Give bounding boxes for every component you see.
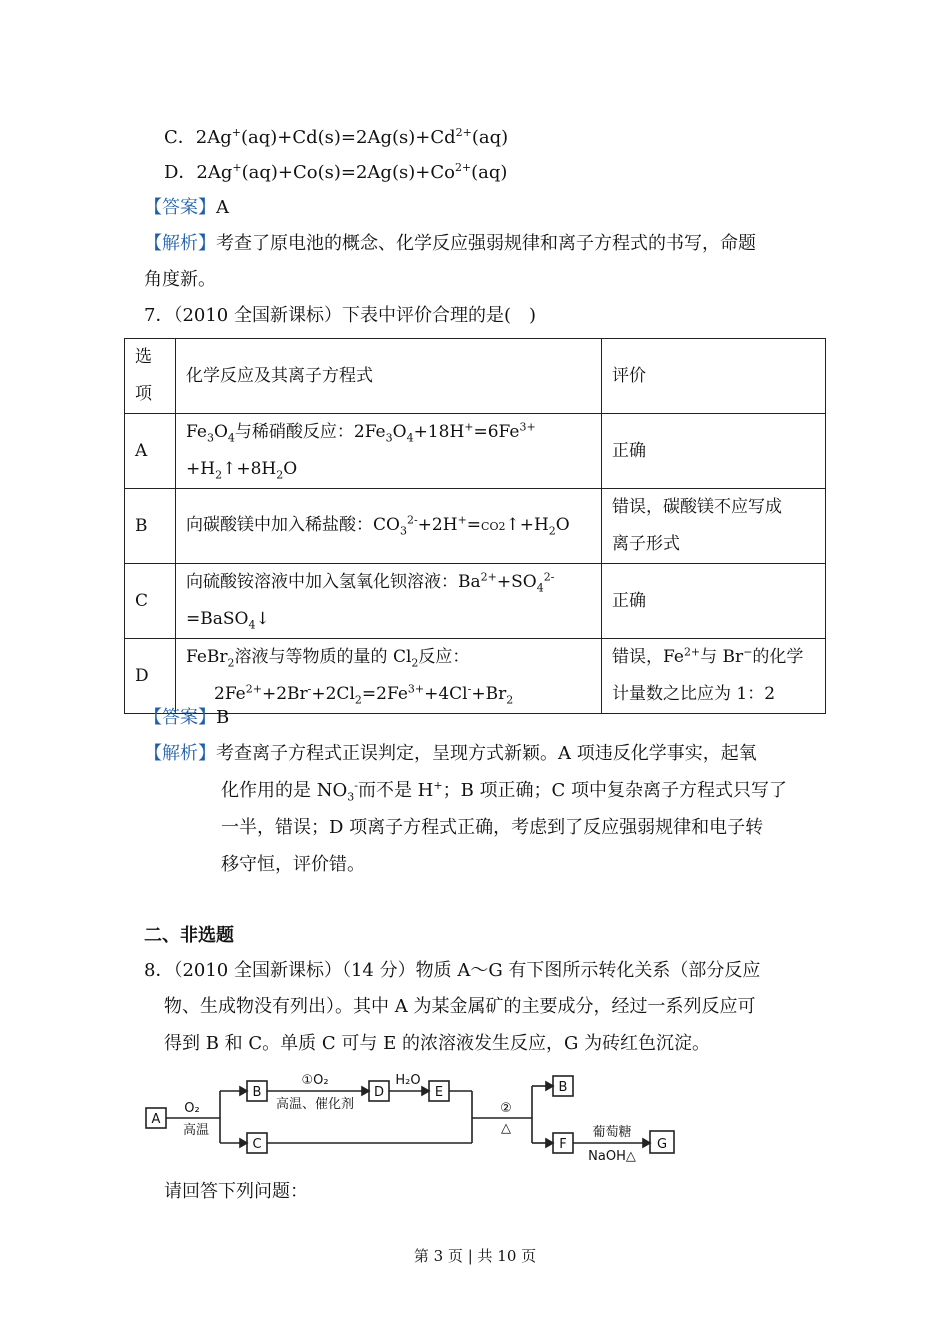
row-equation: 向硫酸铵溶液中加入氢氧化钡溶液：$Ba^{2+}+SO_4^{2-}$ =BaSO$_4$↓ [176,564,602,639]
label-catalyst: 高温、催化剂 [275,1097,355,1112]
option-d: D．$2Ag^+(aq)+Co(s)=2Ag(s)+Co^{2+}(aq)$ [164,161,508,183]
answer-6: 【答案】A [144,197,229,218]
row-evaluation: 正确 [602,414,826,489]
reaction-diagram [140,1068,680,1168]
explanation-6: 【解析】考查了原电池的概念、化学反应强弱规律和离子方程式的书写，命题 [144,233,756,254]
row-label: D [125,639,176,714]
label-naoh: NaOH△ [588,1149,636,1164]
explanation-7: 【解析】考查离子方程式正误判定，呈现方式新颖。A 项违反化学事实，起氧 [144,743,757,764]
table-row [125,489,826,564]
ask-line: 请回答下列问题： [164,1181,308,1202]
label-gaowen: 高温 [182,1123,210,1138]
question-8-line3: 得到 B 和 C。单质 C 可与 E 的浓溶液发生反应，G 为砖红色沉淀。 [164,1033,711,1054]
node-label-f: F [559,1137,567,1152]
explanation-7-line4: 移守恒，评价错。 [221,854,365,875]
node-label-b1: B [252,1085,262,1100]
node-label-c: C [252,1137,262,1152]
table-row [125,564,826,639]
label-glucose: 葡萄糖 [592,1125,632,1140]
section-heading: 二、非选题 [144,925,234,946]
explanation-6-cont: 角度新。 [144,269,216,290]
table-row [125,639,826,714]
question-7: 7．（2010 全国新课标）下表中评价合理的是( ) [144,305,537,326]
header-equation: 化学反应及其离子方程式 [176,339,602,414]
row-evaluation: 正确 [602,564,826,639]
node-label-d: D [373,1085,385,1100]
table-header-row [125,339,826,414]
evaluation-table [124,338,826,714]
row-label: C [125,564,176,639]
option-c: C．$2Ag^+(aq)+Cd(s)=2Ag(s)+Cd^{2+}(aq)$ [164,126,509,148]
label-heat: △ [501,1121,511,1136]
page-footer: 第 3 页 | 共 10 页 [413,1247,537,1265]
row-label: B [125,489,176,564]
header-option: 选项 [125,339,176,414]
row-equation: 向碳酸镁中加入稀盐酸：$CO_3^{2-}+2H^+=CO2↑+H_2O$ [176,489,602,564]
question-8-line1: 8．（2010 全国新课标）（14 分）物质 A～G 有下图所示转化关系（部分反应 [144,960,761,981]
row-evaluation: 错误，$Fe^{2+}$与 Br−的化学 计量数之比应为 1：2 [602,639,826,714]
explanation-7-line2: 化作用的是 $NO_3^-$而不是 H+；B 项正确；C 项中复杂离子方程式只写了 [221,779,788,804]
label-h2o: H₂O [395,1073,421,1088]
row-evaluation: 错误，碳酸镁不应写成 离子形式 [602,489,826,564]
node-label-b2: B [558,1080,568,1095]
node-label-a: A [151,1112,161,1127]
explanation-7-line3: 一半，错误；D 项离子方程式正确，考虑到了反应强弱规律和电子转 [221,817,764,838]
row-equation: FeBr$_2$溶液与等物质的量的 $Cl_2$反应： $2Fe^{2+}+2Br^-+2Cl_2=2Fe^{3+}+4Cl^-+Br_2$ [176,639,602,714]
node-label-e: E [434,1085,444,1100]
table-row [125,414,826,489]
row-equation: $Fe_3O_4$与稀硝酸反应：$2Fe_3O_4+18H^+=6Fe^{3+}$ $+H_2↑+8H_2O$ [176,414,602,489]
header-evaluation: 评价 [602,339,826,414]
answer-7: 【答案】B [144,707,230,728]
question-8-line2: 物、生成物没有列出）。其中 A 为某金属矿的主要成分，经过一系列反应可 [164,996,756,1017]
row-label: A [125,414,176,489]
label-step2: ② [500,1101,512,1116]
label-step1: ①O₂ [301,1073,329,1088]
node-label-g: G [656,1137,668,1152]
label-o2: O₂ [184,1101,200,1116]
